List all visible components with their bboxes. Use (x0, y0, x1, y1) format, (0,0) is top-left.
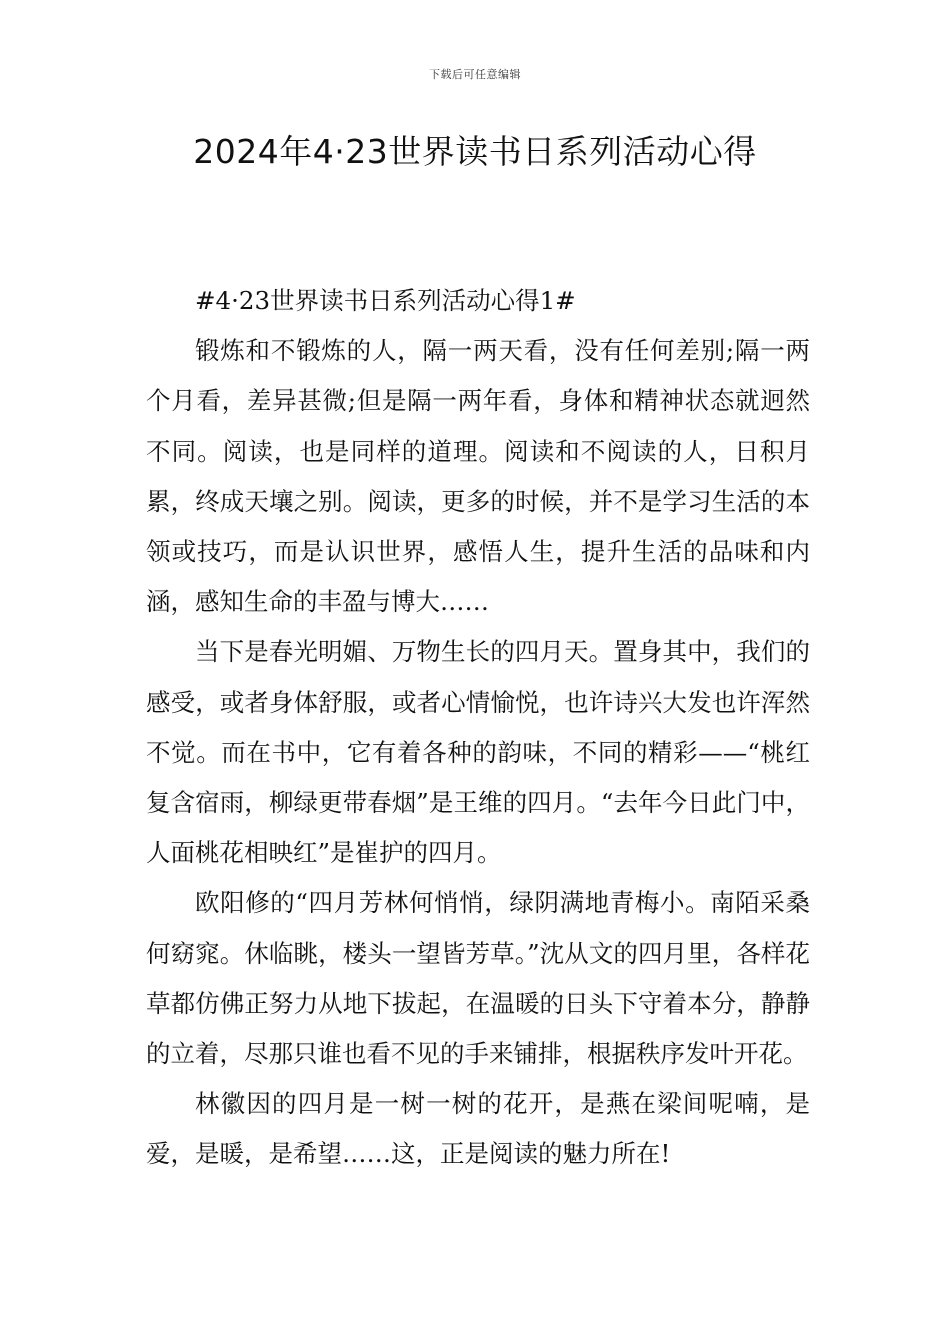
paragraph: 锻炼和不锻炼的人，隔一两天看，没有任何差别;隔一两个月看，差异甚微;但是隔一两年看，身体和精神状态就迥然不同。阅读，也是同样的道理。阅读和不阅读的人，日积月累，终成天壤之别。阅读，更多的时候，并不是学习生活的本领或技巧，而是认识世界，感悟人生，提升生活的品味和内涵，感知生命的丰盈与博大…… (146, 336, 810, 617)
paragraph: 当下是春光明媚、万物生长的四月天。置身其中，我们的感受，或者身体舒服，或者心情愉悦，也许诗兴大发也许浑然不觉。而在书中，它有着各种的韵味，不同的精彩——“桃红复含宿雨，柳绿更带春烟”是王维的四月。“去年今日此门中，人面桃花相映红”是崔护的四月。 (146, 637, 810, 868)
paragraph: 林徽因的四月是一树一树的花开，是燕在梁间呢喃，是爱，是暖，是希望……这，正是阅读的魅力所在! (146, 1089, 810, 1169)
paragraph: 欧阳修的“四月芳林何悄悄，绿阴满地青梅小。南陌采桑何窈窕。休临眺，楼头一望皆芳草。”沈从文的四月里，各样花草都仿佛正努力从地下拔起，在温暖的日头下守着本分，静静的立着，尽那只谁也看不见的手来铺排，根据秩序发叶开花。 (146, 888, 810, 1069)
header-note: 下载后可任意编辑 (429, 68, 521, 81)
section-heading: #4·23世界读书日系列活动心得1# (195, 286, 576, 315)
document-body (146, 276, 810, 1180)
document-title: 2024年4·23世界读书日系列活动心得 (193, 132, 757, 171)
